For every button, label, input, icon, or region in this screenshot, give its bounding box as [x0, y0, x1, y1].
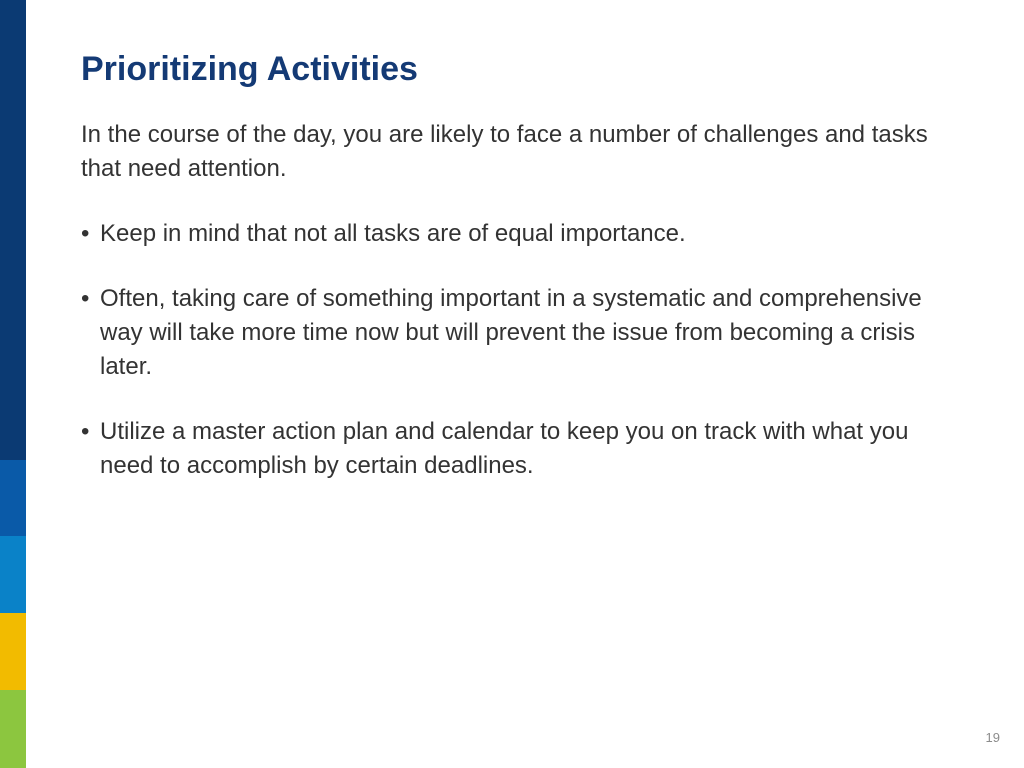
bullet-text: Often, taking care of something important in a systematic and comprehensive way will take more time now but will prevent the issue from becoming a crisis later.: [100, 285, 922, 380]
stripe-segment-yellow: [0, 613, 26, 690]
stripe-segment-blue: [0, 460, 26, 536]
slide-body: [81, 118, 961, 514]
stripe-segment-light-blue: [0, 536, 26, 613]
bullet-item: [81, 282, 961, 384]
bullet-marker: •: [81, 220, 90, 247]
bullet-marker: •: [81, 285, 90, 312]
bullet-text: Keep in mind that not all tasks are of equal importance.: [100, 220, 686, 247]
stripe-segment-green: [0, 690, 26, 768]
bullet-item: [81, 217, 961, 251]
bullet-text: Utilize a master action plan and calendar to keep you on track with what you need to accomplish by certain deadlines.: [100, 418, 909, 479]
bullet-marker: •: [81, 418, 90, 445]
stripe-segment-navy: [0, 0, 26, 460]
slide-title: Prioritizing Activities: [81, 50, 418, 88]
bullet-item: [81, 415, 961, 483]
intro-paragraph: In the course of the day, you are likely to face a number of challenges and tasks that need attention.: [81, 121, 928, 182]
decorative-color-stripe: [0, 0, 26, 768]
bullet-list: [81, 217, 961, 483]
page-number: 19: [985, 730, 1000, 745]
